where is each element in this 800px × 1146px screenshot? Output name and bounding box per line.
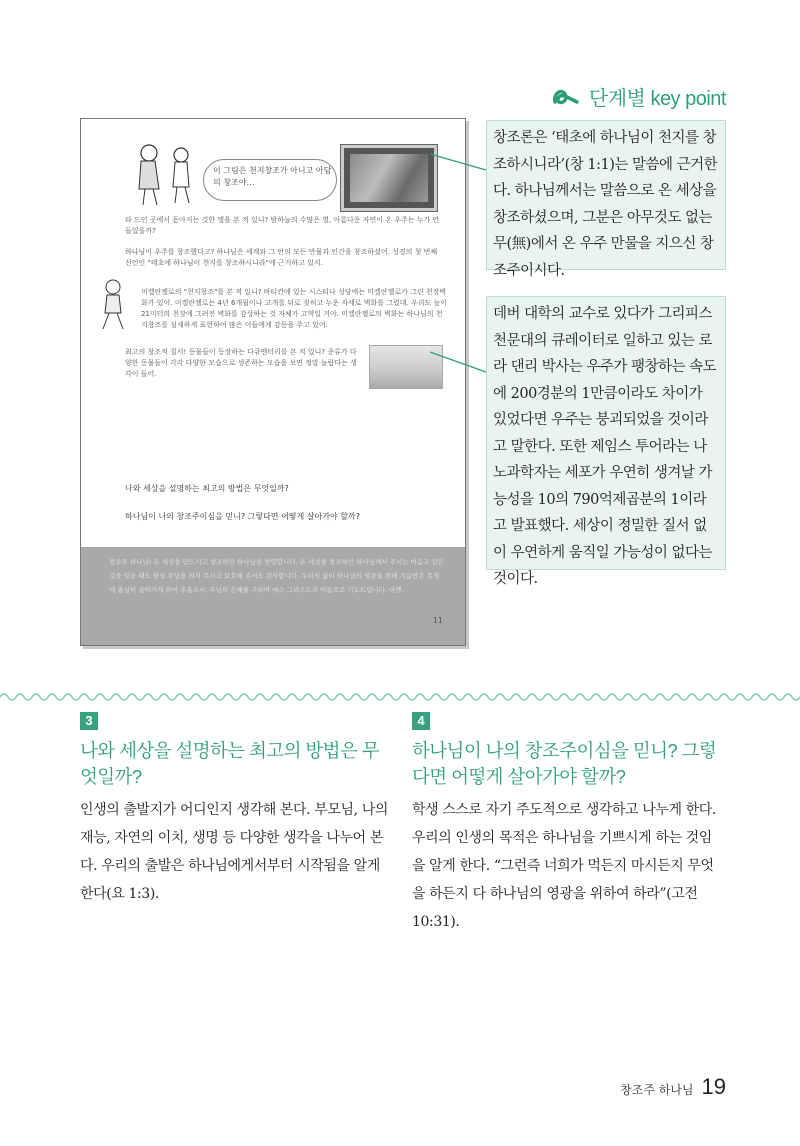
section-3-title: 나와 세상을 설명하는 최고의 방법은 무엇일까?	[80, 740, 380, 787]
footer-label: 창조주 하나님	[620, 1083, 694, 1097]
page-header	[551, 82, 726, 111]
wave-divider	[0, 690, 800, 704]
leaf-logo-icon	[551, 86, 581, 108]
thumb-paragraph-3: 미켈란젤로의 "천지창조"를 본 적 있니? 바티칸에 있는 시스티나 성당에는 미켈란젤로가 그린 천장벽화가 있어. 미켈란젤로는 4년 6개월이나 고개를 뒤로 젖히고 누운 자세로 벽화를 그렸대. 우리도 높이 21미터의 천장에 그려진 벽화를 감상하는 것 자체가 고역일 거야. 미켈란젤로의 벽화는 하나님의 천지창조를 섬세하게 표현하여 많은 이들에게 감동을 주고 있어.	[141, 288, 448, 329]
thumb-paragraph-2: 하나님이 우주를 창조했다고? 하나님은 세계와 그 안의 모든 만물과 인간을 창조하셨어. 성경의 첫 번째 선언인 "태초에 하나님이 천지를 창조하시니라"에 근거하고 있지.	[125, 248, 438, 267]
section-3	[80, 710, 392, 908]
section-3-number: 3	[80, 712, 98, 730]
footer-page-number: 19	[701, 1074, 726, 1099]
animals-illustration	[369, 345, 443, 389]
thumb-paragraph-4: 최고의 창조적 질서! 동물들이 등장하는 다큐멘터리를 본 적 있니? 종류가 다양한 동물들이 각각 다양한 모습으로 생존하는 모습을 보면 정말 놀랍다는 생각이 들어.	[125, 348, 357, 378]
section-4-number: 4	[412, 712, 430, 730]
running-girl-icon	[95, 277, 131, 333]
kids-illustration-icon	[131, 139, 201, 209]
section-4	[412, 710, 724, 936]
section-title: 단계별 key point	[588, 88, 726, 110]
creation-of-adam-painting	[341, 145, 437, 211]
speech-bubble-text: 이 그림은 천지창조가 아니고 아담의 창조야…	[213, 166, 332, 187]
section-3-body: 인생의 출발지가 어디인지 생각해 본다. 부모님, 나의 재능, 자연의 이치, 생명 등 다양한 생각을 나누어 본다. 우리의 출발은 하나님에게서부터 시작됨을 알게 한다(요 1:3).	[80, 802, 389, 902]
section-4-title: 하나님이 나의 창조주이심을 믿니? 그렇다면 어떻게 살아가야 할까?	[412, 740, 717, 787]
prayer-text: 창조주 하나님! 온 세상을 만드시고 창조하신 하나님을 찬양합니다. 온 세상을 창조하신 하나님께서 주시는 마음고 같은 것을 잊을 때도 항상 주님을 의지 주시고 보호해 주셔요 감사합니다. 우리의 삶이 하나님의 영광을 위해 지음받은 목적에 충실히 살아가게 하여 주옵소서. 주님의 은혜를 구하며 예수 그리스도의 이름으로 기도드립니다. 아멘.	[109, 558, 444, 594]
callout-creation: 창조론은 ‘태초에 하나님이 천지를 창조하시니라’(창 1:1)는 말씀에 근거한다. 하나님께서는 말씀으로 온 세상을 창조하셨으며, 그분은 아무것도 없는 무(無)에서 온 우주 만물을 지으신 창조주이시다.	[486, 120, 726, 270]
page-footer	[620, 1074, 726, 1100]
thumb-question-3: 나와 세상을 설명하는 최고의 방법은 무엇일까?	[125, 484, 289, 493]
textbook-page-thumbnail	[80, 118, 466, 646]
thumb-paragraph-1: 타 드인 곳에서 돋아지는 것한 앨을 본 적 있니? 밤하늘의 수많은 별, 아름다운 자연이 온 우주는 누가 만들었을까?	[125, 216, 440, 235]
section-4-body-1: 학생 스스로 자기 주도적으로 생각하고 나누게 한다.	[412, 802, 716, 818]
thumb-page-number: 11	[432, 616, 443, 625]
section-4-body-2: 우리의 인생의 목적은 하나님을 기쁘시게 하는 것임을 알게 한다. “그런즉 너희가 먹든지 마시든지 무엇을 하든지 다 하나님의 영광을 위하여 하라”(고전 10:31).	[412, 830, 714, 930]
callout-universe-order: 데버 대학의 교수로 있다가 그리피스 천문대의 큐레이터로 일하고 있는 로라 댄리 박사는 우주가 팽창하는 속도에 200경분의 1만큼이라도 차이가 있었다면 우주는 붕괴되었을 것이라고 말한다. 또한 제임스 투어라는 나노과학자는 세포가 우연히 생겨날 가능성을 10의 790억제곱분의 1이라고 발표했다. 세상이 정밀한 질서 없이 우연하게 움직일 가능성이 없다는 것이다.	[486, 296, 726, 570]
thumb-question-4: 하나님이 나의 창조주이심을 믿니? 그렇다면 어떻게 살아가야 할까?	[125, 512, 360, 521]
prayer-box	[81, 547, 465, 645]
